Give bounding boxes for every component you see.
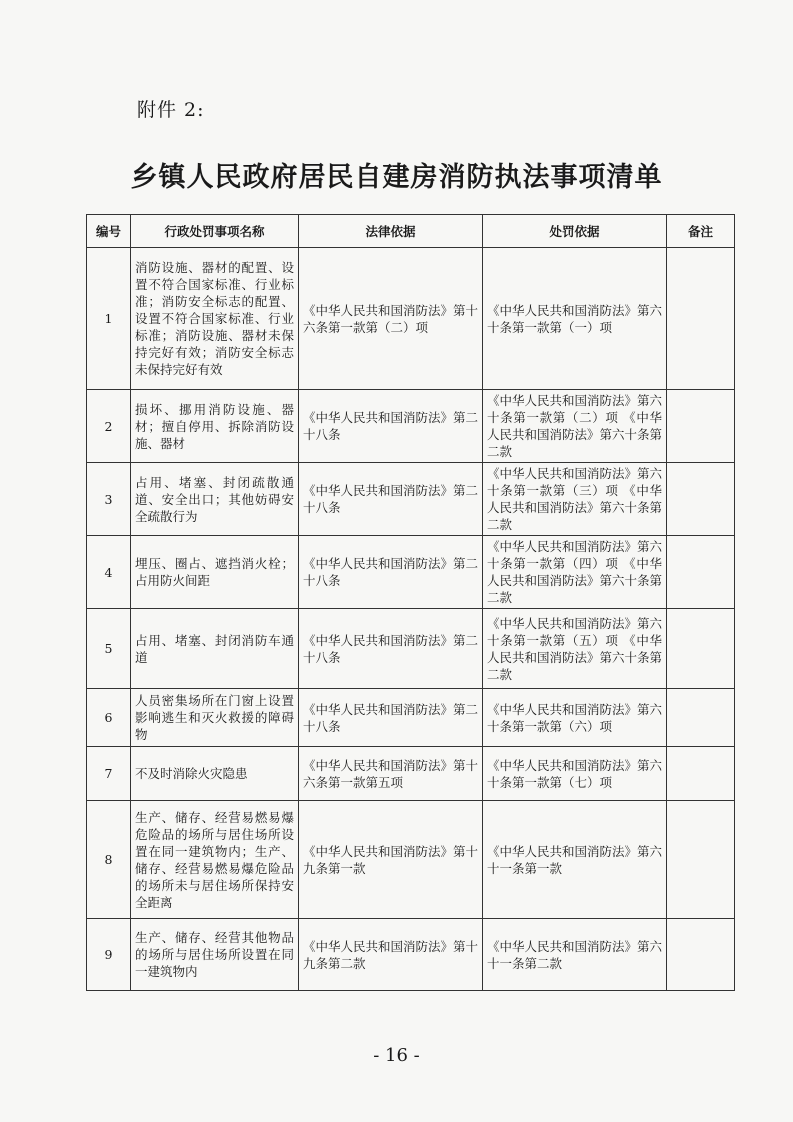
row-number: 9 [87,919,131,991]
row-penalty-basis: 《中华人民共和国消防法》第六十条第一款第（二）项 《中华人民共和国消防法》第六十条第二款 [483,390,667,463]
header-number: 编号 [87,215,131,248]
enforcement-items-table [86,214,735,991]
row-number: 3 [87,463,131,536]
header-remark: 备注 [667,215,735,248]
row-remark [667,689,735,747]
row-legal-basis: 《中华人民共和国消防法》第十六条第一款第（二）项 [299,248,483,390]
document-title: 乡镇人民政府居民自建房消防执法事项清单 [130,162,663,193]
row-penalty-basis: 《中华人民共和国消防法》第六十条第一款第（一）项 [483,248,667,390]
row-penalty-basis: 《中华人民共和国消防法》第六十条第一款第（三）项 《中华人民共和国消防法》第六十条第二款 [483,463,667,536]
row-remark [667,390,735,463]
row-item-name: 人员密集场所在门窗上设置影响逃生和灭火救援的障碍物 [131,689,299,747]
header-legal-basis: 法律依据 [299,215,483,248]
row-item-name: 生产、储存、经营其他物品的场所与居住场所设置在同一建筑物内 [131,919,299,991]
table-row [87,248,735,390]
row-item-name: 生产、储存、经营易燃易爆危险品的场所与居住场所设置在同一建筑物内；生产、储存、经营易燃易爆危险品的场所未与居住场所保持安全距离 [131,801,299,919]
table-row [87,609,735,689]
row-number: 7 [87,747,131,801]
row-legal-basis: 《中华人民共和国消防法》第二十八条 [299,536,483,609]
row-remark [667,919,735,991]
header-penalty-basis: 处罚依据 [483,215,667,248]
row-item-name: 消防设施、器材的配置、设置不符合国家标准、行业标准；消防安全标志的配置、设置不符合国家标准、行业标准；消防设施、器材未保持完好有效；消防安全标志未保持完好有效 [131,248,299,390]
row-penalty-basis: 《中华人民共和国消防法》第六十一条第一款 [483,801,667,919]
row-number: 1 [87,248,131,390]
row-legal-basis: 《中华人民共和国消防法》第十九条第二款 [299,919,483,991]
table-row [87,463,735,536]
row-number: 8 [87,801,131,919]
row-item-name: 埋压、圈占、遮挡消火栓；占用防火间距 [131,536,299,609]
row-legal-basis: 《中华人民共和国消防法》第二十八条 [299,390,483,463]
row-item-name: 损坏、挪用消防设施、器材；擅自停用、拆除消防设施、器材 [131,390,299,463]
row-remark [667,609,735,689]
row-legal-basis: 《中华人民共和国消防法》第十九条第一款 [299,801,483,919]
row-penalty-basis: 《中华人民共和国消防法》第六十条第一款第（四）项 《中华人民共和国消防法》第六十条第二款 [483,536,667,609]
row-number: 5 [87,609,131,689]
row-remark [667,248,735,390]
row-legal-basis: 《中华人民共和国消防法》第二十八条 [299,609,483,689]
table-header-row [87,215,735,248]
row-penalty-basis: 《中华人民共和国消防法》第六十条第一款第（六）项 [483,689,667,747]
row-item-name: 不及时消除火灾隐患 [131,747,299,801]
row-remark [667,536,735,609]
row-legal-basis: 《中华人民共和国消防法》第十六条第一款第五项 [299,747,483,801]
row-remark [667,801,735,919]
row-number: 6 [87,689,131,747]
table-row [87,390,735,463]
table-row [87,689,735,747]
row-number: 4 [87,536,131,609]
row-remark [667,463,735,536]
row-penalty-basis: 《中华人民共和国消防法》第六十条第一款第（七）项 [483,747,667,801]
table-row [87,801,735,919]
row-penalty-basis: 《中华人民共和国消防法》第六十一条第二款 [483,919,667,991]
page-number: - 16 - [373,1045,420,1066]
row-item-name: 占用、堵塞、封闭疏散通道、安全出口；其他妨碍安全疏散行为 [131,463,299,536]
row-penalty-basis: 《中华人民共和国消防法》第六十条第一款第（五）项 《中华人民共和国消防法》第六十条第二款 [483,609,667,689]
row-legal-basis: 《中华人民共和国消防法》第二十八条 [299,463,483,536]
row-legal-basis: 《中华人民共和国消防法》第二十八条 [299,689,483,747]
attachment-label: 附件 2: [137,99,205,121]
table-row [87,919,735,991]
row-item-name: 占用、堵塞、封闭消防车通道 [131,609,299,689]
header-item-name: 行政处罚事项名称 [131,215,299,248]
table-row [87,747,735,801]
row-number: 2 [87,390,131,463]
table-row [87,536,735,609]
row-remark [667,747,735,801]
